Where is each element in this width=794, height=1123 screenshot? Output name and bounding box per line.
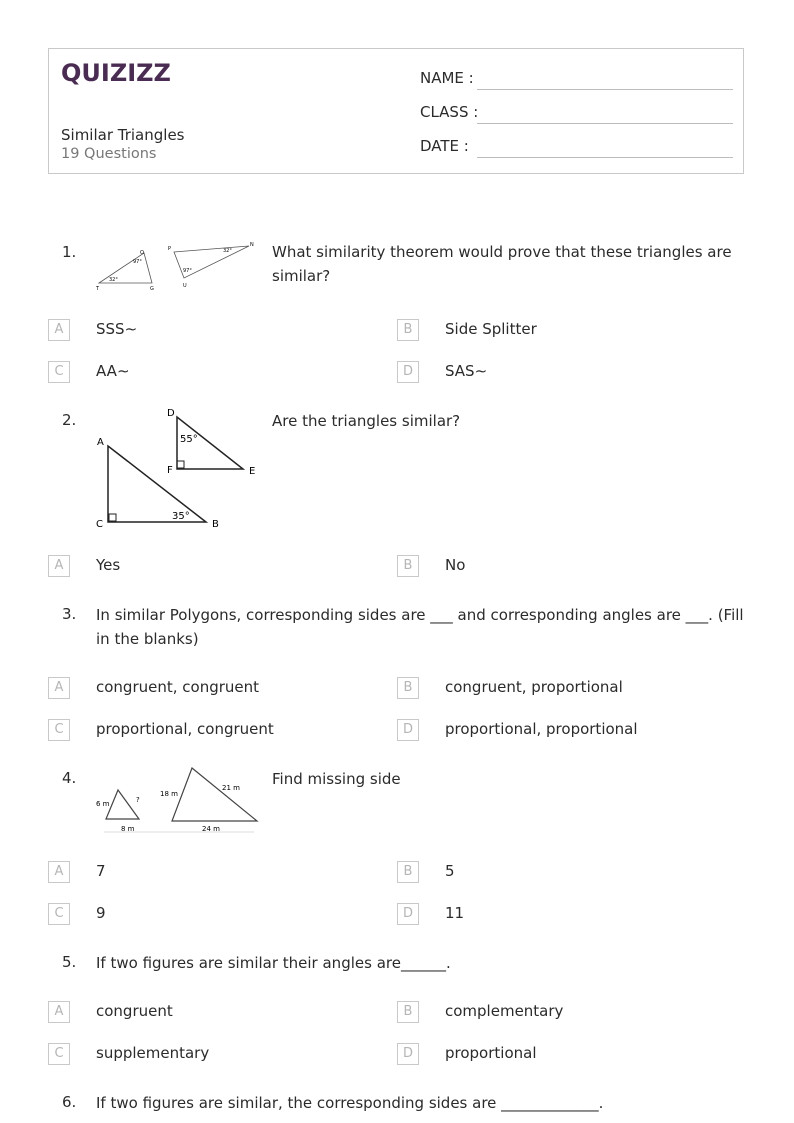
q1-option-c-box[interactable]: C (48, 361, 70, 383)
label-t: T (96, 286, 100, 292)
q1-option-a-box[interactable]: A (48, 319, 70, 341)
question-2-text: Are the triangles similar? (272, 412, 461, 430)
q3-option-b-text[interactable]: congruent, proportional (445, 678, 623, 696)
label-g: G (150, 286, 154, 292)
triangle-acb (108, 446, 206, 522)
q4-option-a-text[interactable]: 7 (96, 862, 106, 880)
angle-t: 32° (109, 277, 118, 283)
question-1-figure (94, 238, 264, 294)
label-n: N (250, 242, 254, 248)
q4-option-d-box[interactable]: D (397, 903, 419, 925)
date-line[interactable] (477, 157, 733, 158)
question-1-number: 1. (62, 243, 77, 261)
label-e: E (249, 466, 256, 477)
class-label: CLASS : (420, 103, 479, 121)
q4-option-c-box[interactable]: C (48, 903, 70, 925)
question-3-number: 3. (62, 605, 77, 623)
worksheet-header (48, 48, 744, 174)
question-5-text: If two figures are similar their angles are______. (96, 954, 451, 972)
question-5-number: 5. (62, 953, 77, 971)
name-label: NAME : (420, 69, 474, 87)
q3-option-a-text[interactable]: congruent, congruent (96, 678, 260, 696)
q3-option-d-text[interactable]: proportional, proportional (445, 720, 638, 738)
q5-option-b-text[interactable]: complementary (445, 1002, 564, 1020)
label-unknown: ? (136, 796, 140, 804)
question-1-text: What similarity theorem would prove that these triangles are similar? (272, 243, 732, 285)
right-angle-f (177, 461, 184, 468)
q1-option-b-box[interactable]: B (397, 319, 419, 341)
question-count: 19 Questions (61, 146, 157, 162)
label-24m: 24 m (202, 825, 220, 833)
q5-option-c-text[interactable]: supplementary (96, 1044, 210, 1062)
angle-n: 32° (223, 248, 232, 254)
q5-option-d-box[interactable]: D (397, 1043, 419, 1065)
label-u: U (183, 283, 187, 289)
label-d: D (167, 408, 175, 419)
class-line[interactable] (477, 123, 733, 124)
q5-option-a-text[interactable]: congruent (96, 1002, 173, 1020)
question-2-figure (94, 404, 264, 532)
q1-option-d-box[interactable]: D (397, 361, 419, 383)
angle-b: 35° (172, 511, 190, 522)
triangle-tog (99, 253, 152, 283)
q3-option-b-box[interactable]: B (397, 677, 419, 699)
q3-option-c-box[interactable]: C (48, 719, 70, 741)
angle-d: 55° (180, 434, 198, 445)
worksheet-title: Similar Triangles (61, 126, 185, 144)
question-3-text: In similar Polygons, corresponding sides are ___ and corresponding angles are ___. (Fill in the blanks) (96, 606, 744, 648)
q2-option-b-box[interactable]: B (397, 555, 419, 577)
angle-u: 97° (183, 268, 192, 274)
q2-option-b-text[interactable]: No (445, 556, 466, 574)
name-line[interactable] (477, 89, 733, 90)
label-8m: 8 m (121, 825, 135, 833)
label-6m: 6 m (96, 800, 110, 808)
quizizz-logo: QUIZIZZ (61, 59, 171, 87)
q5-option-d-text[interactable]: proportional (445, 1044, 537, 1062)
q3-option-a-box[interactable]: A (48, 677, 70, 699)
label-b: B (212, 519, 219, 530)
large-triangle (172, 768, 257, 821)
q4-option-b-box[interactable]: B (397, 861, 419, 883)
question-4-figure (94, 762, 264, 838)
question-4-number: 4. (62, 769, 77, 787)
q5-option-a-box[interactable]: A (48, 1001, 70, 1023)
q4-option-d-text[interactable]: 11 (445, 904, 465, 922)
label-o: O (140, 250, 144, 256)
q1-option-b-text[interactable]: Side Splitter (445, 320, 537, 338)
label-p: P (168, 246, 172, 252)
question-2-number: 2. (62, 411, 77, 429)
q1-option-d-text[interactable]: SAS∼ (445, 362, 488, 380)
small-triangle (106, 790, 139, 819)
label-18m: 18 m (160, 790, 178, 798)
q2-option-a-text[interactable]: Yes (96, 556, 121, 574)
q5-option-b-box[interactable]: B (397, 1001, 419, 1023)
label-a: A (97, 437, 104, 448)
q1-option-c-text[interactable]: AA∼ (96, 362, 130, 380)
q1-option-a-text[interactable]: SSS∼ (96, 320, 138, 338)
right-angle-c (109, 514, 116, 521)
label-21m: 21 m (222, 784, 240, 792)
question-4-text: Find missing side (272, 770, 401, 788)
question-6-number: 6. (62, 1093, 77, 1111)
q4-option-a-box[interactable]: A (48, 861, 70, 883)
angle-o: 97° (133, 259, 142, 265)
q2-option-a-box[interactable]: A (48, 555, 70, 577)
q5-option-c-box[interactable]: C (48, 1043, 70, 1065)
label-f: F (167, 465, 173, 476)
question-6-text: If two figures are similar, the corresponding sides are _____________. (96, 1094, 604, 1112)
q4-option-b-text[interactable]: 5 (445, 862, 455, 880)
q4-option-c-text[interactable]: 9 (96, 904, 106, 922)
label-c: C (96, 519, 103, 530)
q3-option-c-text[interactable]: proportional, congruent (96, 720, 274, 738)
q3-option-d-box[interactable]: D (397, 719, 419, 741)
date-label: DATE : (420, 137, 469, 155)
